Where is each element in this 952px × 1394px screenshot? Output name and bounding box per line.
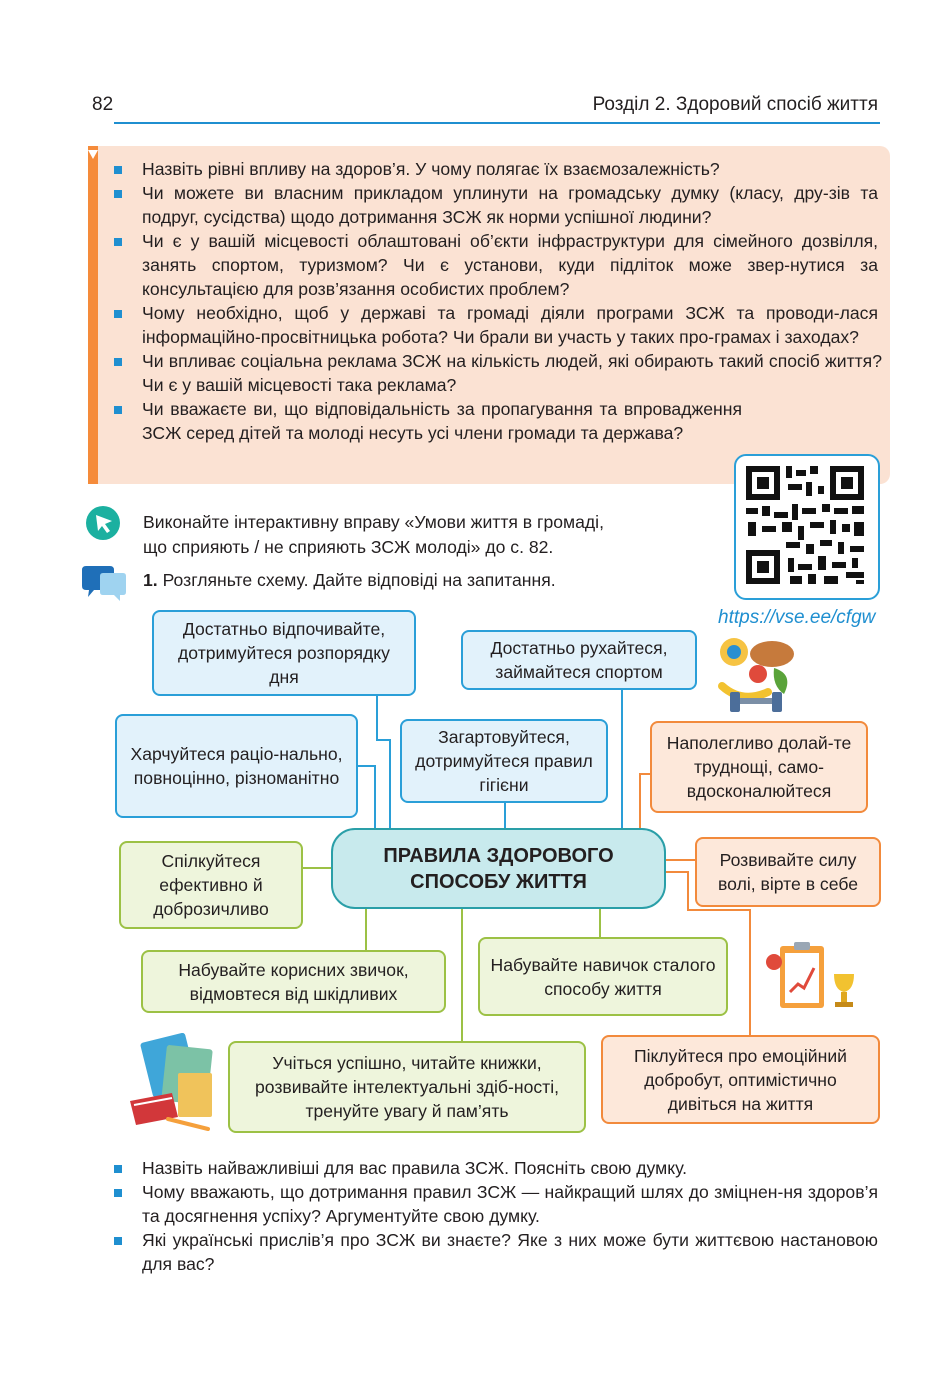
bottom-questions-list (108, 1156, 878, 1276)
rule-rest: Достатньо відпочивайте, дотримуйтеся розпорядку дня (152, 610, 416, 696)
interactive-line-1: Виконайте інтерактивну вправу «Умови життя в громаді, (143, 512, 604, 532)
list-item: Чи впливає соціальна реклама ЗСЖ на кількість людей, які обирають такий спосіб життя? Чи є у вашій місцевості така реклама? (108, 349, 882, 397)
rule-overcome: Наполегливо долай-те труднощі, само-вдосконалюйтеся (650, 721, 868, 813)
interactive-line-2: що сприяють / не сприяють ЗСЖ молоді» до с. 82. (143, 537, 554, 557)
rule-study: Учіться успішно, читайте книжки, розвивайте інтелектуальні здіб-ності, тренуйте увагу й пам’ять (228, 1041, 586, 1133)
progress-chart-trophy-icon (762, 940, 862, 1014)
task-text: Розгляньте схему. Дайте відповіді на запитання. (162, 570, 556, 590)
page-number: 82 (92, 94, 114, 115)
section-title: Розділ 2. Здоровий спосіб життя (592, 94, 878, 115)
rule-habits: Набувайте корисних звичок, відмовтеся від шкідливих (141, 950, 446, 1013)
list-item: Назвіть найважливіші для вас правила ЗСЖ. Поясніть свою думку. (108, 1156, 878, 1180)
list-item: Чи вважаєте ви, що відповідальність за пропагування та впровадження ЗСЖ серед дітей та молоді несуть усі члени громади та держава? (108, 397, 742, 445)
diagram-center-title: ПРАВИЛА ЗДОРОВОГО СПОСОБУ ЖИТТЯ (331, 828, 666, 909)
rule-hardening: Загартовуйтеся, дотримуйтеся правил гігієни (400, 719, 608, 803)
rule-emotional: Піклуйтеся про емоційний добробут, оптимістично дивіться на життя (601, 1035, 880, 1124)
list-item: Чи можете ви власним прикладом уплинути на громадську думку (класу, дру-зів та подруг, сусідства) щодо дотримання ЗСЖ як норми успішної людини? (108, 181, 878, 229)
task-number: 1. (143, 570, 158, 590)
rule-willpower: Розвивайте силу волі, вірте в себе (695, 837, 881, 907)
list-item: Назвіть рівні впливу на здоров’я. У чому полягає їх взаємозалежність? (108, 157, 878, 181)
rule-nutrition: Харчуйтеся раціо-нально, повноцінно, різноманітно (115, 714, 358, 818)
books-notebook-icon (128, 1033, 224, 1133)
list-item: Чому необхідно, щоб у державі та громаді діяли програми ЗСЖ та проводи-лася інформаційно-просвітницька робота? Чи брали ви участь у таких про-грамах і заходах? (108, 301, 878, 349)
list-item: Чи є у вашій місцевості облаштовані об’єкти інфраструктури для сімейного дозвілля, занять спортом, туризмом? Чи є установи, куди підліток може звер-нутися за консультацією для розв’язання особистих проблем? (108, 229, 878, 301)
healthy-food-dumbbell-icon (712, 634, 802, 718)
rule-sport: Достатньо рухайтеся, займайтеся спортом (461, 630, 697, 690)
qr-link[interactable]: https://vse.ee/cfgw (718, 607, 876, 628)
list-item: Які українські прислів’я про ЗСЖ ви знаєте? Яке з них може бути життєвою настановою для вас? (108, 1228, 878, 1276)
rule-communicate: Спілкуйтеся ефективно й доброзичливо (119, 841, 303, 929)
rule-sustainable: Набувайте навичок сталого способу життя (478, 937, 728, 1016)
list-item: Чому вважають, що дотримання правил ЗСЖ — найкращий шлях до зміцнен-ня здоров’я та досягнення успіху? Аргументуйте свою думку. (108, 1180, 878, 1228)
